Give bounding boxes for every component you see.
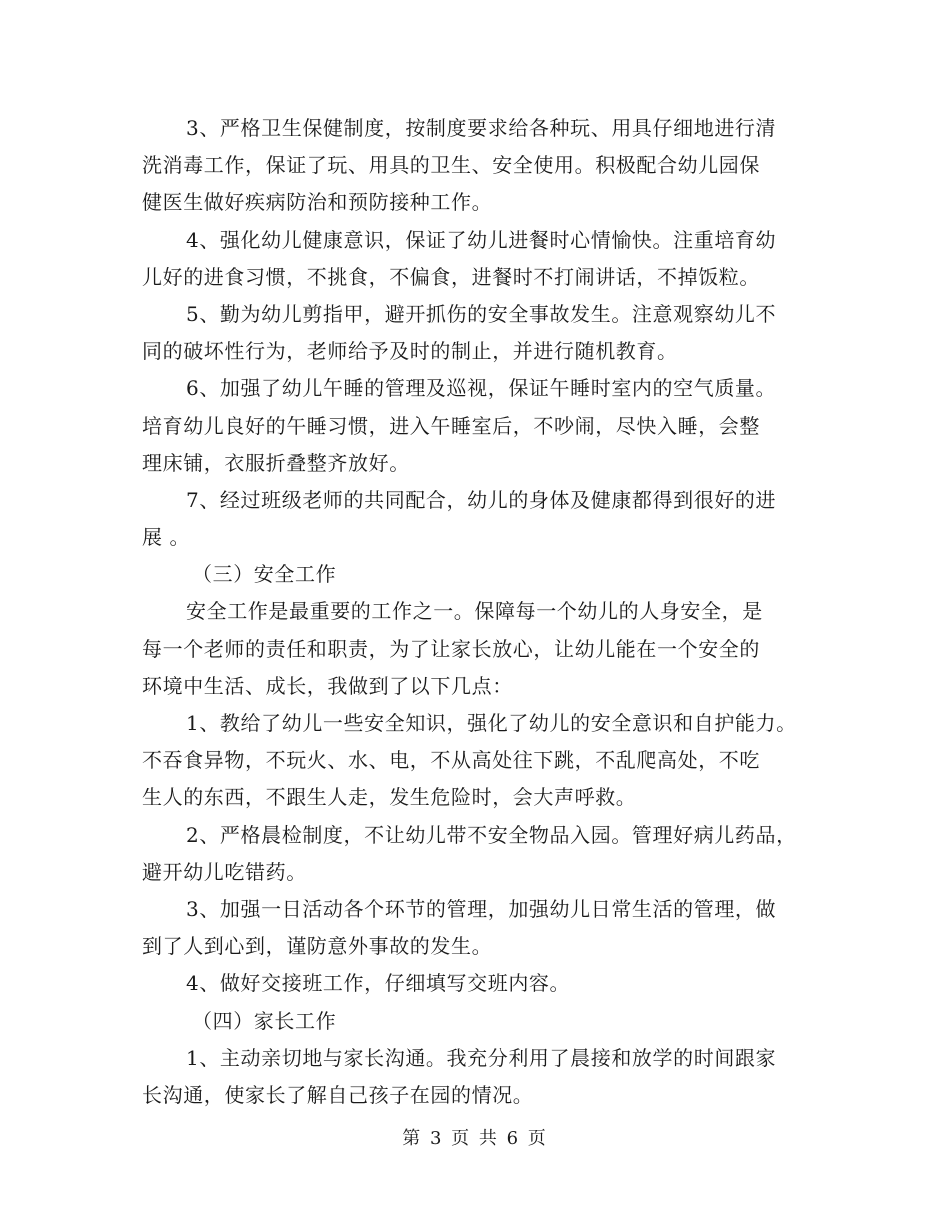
- paragraph-line: 儿好的进食习惯，不挑食，不偏食，进餐时不打闹讲话，不掉饭粒。: [142, 264, 760, 289]
- paragraph-line: 培育幼儿良好的午睡习惯，进入午睡室后，不吵闹，尽快入睡，会整: [142, 413, 760, 438]
- page-number-footer: 第 3 页 共 6 页: [402, 1128, 548, 1149]
- paragraph-line: 洗消毒工作，保证了玩、用具的卫生、安全使用。积极配合幼儿园保: [142, 153, 760, 178]
- paragraph-line: 2、严格晨检制度，不让幼儿带不安全物品入园。管理好病儿药品，: [186, 822, 797, 847]
- paragraph-line: 6、加强了幼儿午睡的管理及巡视，保证午睡时室内的空气质量。: [186, 376, 777, 401]
- paragraph-line: 同的破坏性行为，老师给予及时的制止，并进行随机教育。: [142, 339, 678, 364]
- paragraph-line: 理床铺，衣服折叠整齐放好。: [142, 450, 410, 475]
- paragraph-line: 5、勤为幼儿剪指甲，避开抓伤的安全事故发生。注意观察幼儿不: [186, 301, 777, 326]
- section-heading: （三）安全工作: [192, 562, 337, 587]
- section-heading: （四）家长工作: [192, 1008, 337, 1033]
- paragraph-line: 安全工作是最重要的工作之一。保障每一个幼儿的人身安全，是: [186, 599, 763, 624]
- paragraph-line: 避开幼儿吃错药。: [142, 859, 307, 884]
- paragraph-line: 7、经过班级老师的共同配合，幼儿的身体及健康都得到很好的进: [186, 487, 777, 512]
- paragraph-line: 展 。: [142, 525, 191, 550]
- paragraph-line: 到了人到心到，谨防意外事故的发生。: [142, 934, 493, 959]
- paragraph-line: 长沟通，使家长了解自己孩子在园的情况。: [142, 1082, 534, 1107]
- paragraph-line: 1、教给了幼儿一些安全知识，强化了幼儿的安全意识和自护能力。: [186, 711, 797, 735]
- paragraph-line: 不吞食异物，不玩火、水、电，不从高处往下跳，不乱爬高处，不吃: [142, 748, 760, 773]
- paragraph-line: 4、做好交接班工作，仔细填写交班内容。: [186, 971, 571, 996]
- document-body: [142, 110, 822, 1114]
- paragraph-line: 3、加强一日活动各个环节的管理，加强幼儿日常生活的管理，做: [186, 896, 777, 921]
- paragraph-line: 4、强化幼儿健康意识，保证了幼儿进餐时心情愉快。注重培育幼: [186, 227, 777, 252]
- paragraph-line: 生人的东西，不跟生人走，发生危险时，会大声呼救。: [142, 785, 637, 810]
- paragraph-line: 1、主动亲切地与家长沟通。我充分利用了晨接和放学的时间跟家: [186, 1045, 777, 1070]
- paragraph-line: 健医生做好疾病防治和预防接种工作。: [142, 190, 493, 215]
- paragraph-line: 每一个老师的责任和职责，为了让家长放心，让幼儿能在一个安全的: [142, 636, 760, 661]
- paragraph-line: 3、严格卫生保健制度，按制度要求给各种玩、用具仔细地进行清: [186, 116, 777, 140]
- paragraph-line: 环境中生活、成长，我做到了以下几点：: [142, 673, 513, 698]
